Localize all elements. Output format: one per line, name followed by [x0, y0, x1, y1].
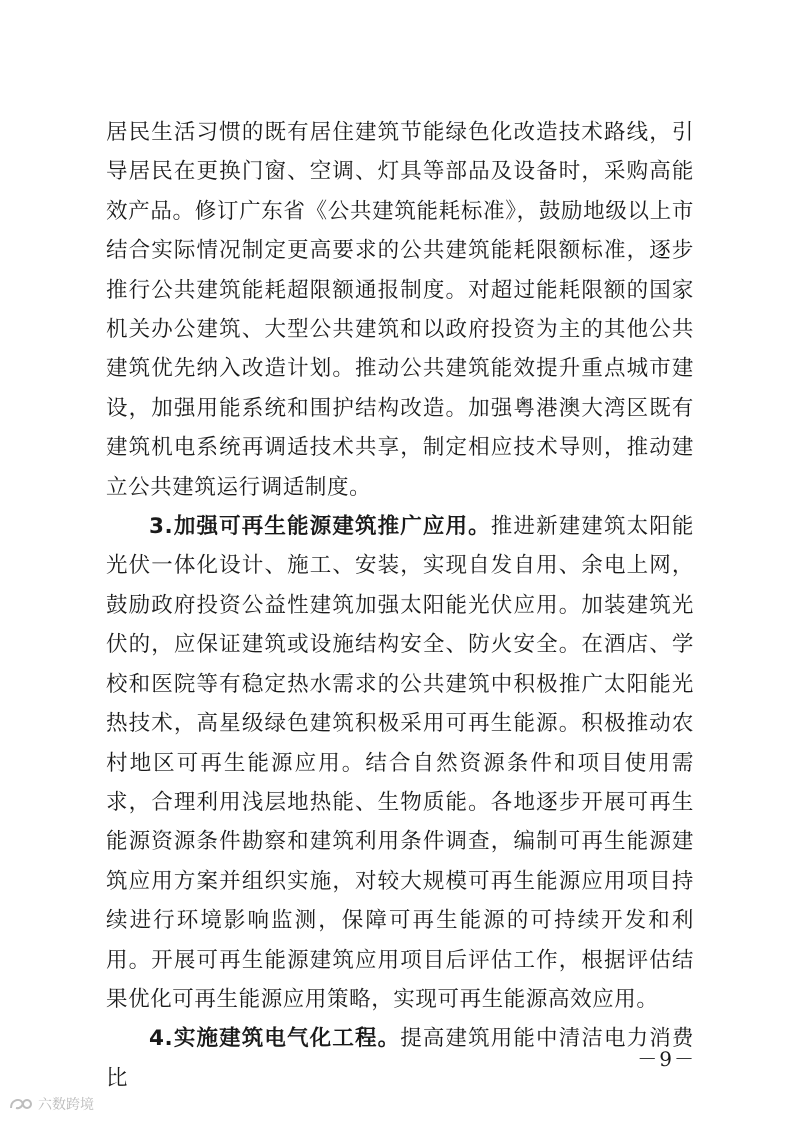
page-number: －9－	[637, 1047, 696, 1071]
watermark	[8, 1094, 94, 1114]
section-heading-4: 4.实施建筑电气化工程。	[149, 1026, 401, 1052]
paragraph-2	[106, 507, 694, 1019]
paragraph-3	[106, 1019, 694, 1098]
paragraph-2-body: 推进新建建筑太阳能光伏一体化设计、施工、安装，实现自发自用、余电上网，鼓励政府投资公益性建筑加强太阳能光伏应用。加装建筑光伏的，应保证建筑或设施结构安全、防火安全。在酒店、学校和医院等有稳定热水需求的公共建筑中积极推广太阳能光热技术，高星级绿色建筑积极采用可再生能源。积极推动农村地区可再生能源应用。结合自然资源条件和项目使用需求，合理利用浅层地热能、生物质能。各地逐步开展可再生能源资源条件勘察和建筑利用条件调查，编制可再生能源建筑应用方案并组织实施，对较大规模可再生能源应用项目持续进行环境影响监测，保障可再生能源的可持续开发和利用。开展可再生能源建筑应用项目后评估工作，根据评估结果优化可再生能源应用策略，实现可再生能源高效应用。	[106, 514, 694, 1012]
paragraph-3-body: 提高建筑用能中清洁电力消费比	[106, 1026, 694, 1091]
brand-logo-icon	[8, 1096, 34, 1112]
document-body	[106, 113, 694, 1098]
watermark-text: 六数跨境	[38, 1097, 94, 1113]
paragraph-1: 居民生活习惯的既有居住建筑节能绿色化改造技术路线，引导居民在更换门窗、空调、灯具等部品及设备时，采购高能效产品。修订广东省《公共建筑能耗标准》，鼓励地级以上市结合实际情况制定更高要求的公共建筑能耗限额标准，逐步推行公共建筑能耗超限额通报制度。对超过能耗限额的国家机关办公建筑、大型公共建筑和以政府投资为主的其他公共建筑优先纳入改造计划。推动公共建筑能效提升重点城市建设，加强用能系统和围护结构改造。加强粤港澳大湾区既有建筑机电系统再调适技术共享，制定相应技术导则，推动建立公共建筑运行调适制度。	[106, 120, 694, 500]
section-heading-3: 3.加强可再生能源建筑推广应用。	[149, 514, 491, 540]
